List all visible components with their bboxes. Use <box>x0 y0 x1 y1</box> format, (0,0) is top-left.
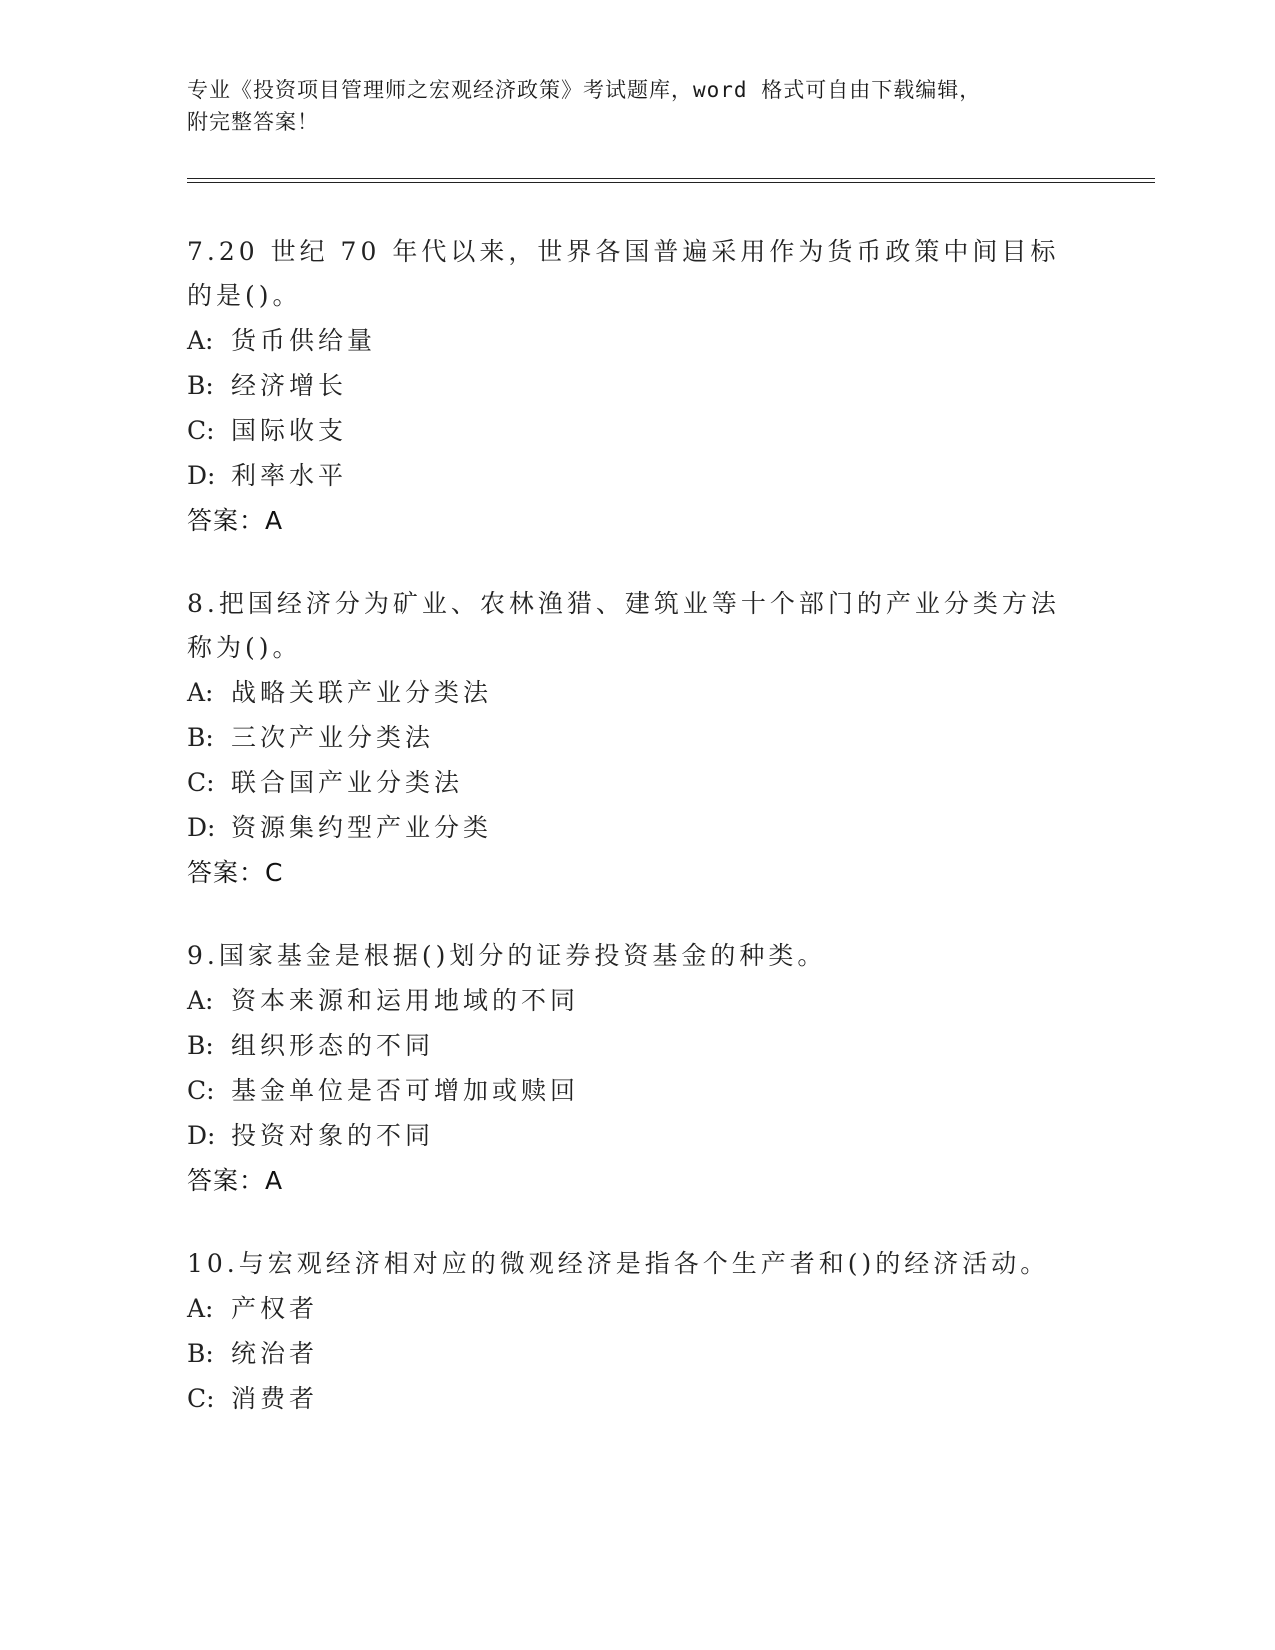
question-10 <box>187 1242 1087 1421</box>
option-b <box>187 1023 1087 1068</box>
option-d <box>187 805 1087 850</box>
option-b <box>187 715 1087 760</box>
option-a <box>187 978 1087 1023</box>
option-letter: B: <box>187 1031 214 1060</box>
option-c <box>187 1376 1087 1421</box>
header-divider-top <box>187 178 1155 179</box>
question-list <box>187 230 1087 1459</box>
answer-line: 答案：A <box>187 506 284 535</box>
option-c <box>187 760 1087 805</box>
option-text: 经济增长 <box>231 371 348 400</box>
option-letter: C: <box>187 1384 215 1413</box>
option-text: 投资对象的不同 <box>231 1121 435 1150</box>
option-d <box>187 1113 1087 1158</box>
option-a <box>187 670 1087 715</box>
question-text: 8.把国经济分为矿业、农林渔猎、建筑业等十个部门的产业分类方法称为()。 <box>187 589 1060 662</box>
option-letter: A: <box>187 326 214 355</box>
question-text: 10.与宏观经济相对应的微观经济是指各个生产者和()的经济活动。 <box>187 1249 1050 1278</box>
option-text: 基金单位是否可增加或赎回 <box>231 1076 580 1105</box>
option-text: 利率水平 <box>231 461 348 490</box>
header-line-2: 附完整答案！ <box>187 110 319 134</box>
option-letter: B: <box>187 723 214 752</box>
option-d <box>187 453 1087 498</box>
option-c <box>187 408 1087 453</box>
option-text: 货币供给量 <box>231 326 377 355</box>
option-text: 资源集约型产业分类 <box>231 813 493 842</box>
option-b <box>187 1331 1087 1376</box>
option-b <box>187 363 1087 408</box>
answer-line: 答案：A <box>187 1166 284 1195</box>
option-text: 资本来源和运用地域的不同 <box>231 986 580 1015</box>
option-letter: C: <box>187 768 215 797</box>
option-text: 国际收支 <box>231 416 348 445</box>
question-8 <box>187 582 1087 896</box>
option-text: 统治者 <box>231 1339 319 1368</box>
option-text: 消费者 <box>231 1384 319 1413</box>
option-letter: B: <box>187 1339 214 1368</box>
option-a <box>187 318 1087 363</box>
option-text: 三次产业分类法 <box>231 723 435 752</box>
option-text: 战略关联产业分类法 <box>231 678 493 707</box>
option-letter: D: <box>187 461 216 490</box>
option-letter: A: <box>187 1294 214 1323</box>
option-letter: B: <box>187 371 214 400</box>
option-text: 组织形态的不同 <box>231 1031 435 1060</box>
answer-line: 答案：C <box>187 858 284 887</box>
header-line-1: 专业《投资项目管理师之宏观经济政策》考试题库，word 格式可自由下载编辑， <box>187 78 982 102</box>
option-letter: A: <box>187 986 214 1015</box>
option-letter: C: <box>187 1076 215 1105</box>
option-letter: C: <box>187 416 215 445</box>
option-a <box>187 1286 1087 1331</box>
option-text: 联合国产业分类法 <box>231 768 464 797</box>
option-letter: A: <box>187 678 214 707</box>
option-c <box>187 1068 1087 1113</box>
header-divider-bottom <box>187 182 1155 183</box>
document-header <box>187 74 1087 138</box>
question-9 <box>187 934 1087 1204</box>
question-text: 7.20 世纪 70 年代以来，世界各国普遍采用作为货币政策中间目标的是()。 <box>187 237 1060 310</box>
question-text: 9.国家基金是根据()划分的证券投资基金的种类。 <box>187 941 827 970</box>
question-7 <box>187 230 1087 544</box>
option-text: 产权者 <box>231 1294 319 1323</box>
option-letter: D: <box>187 1121 216 1150</box>
option-letter: D: <box>187 813 216 842</box>
